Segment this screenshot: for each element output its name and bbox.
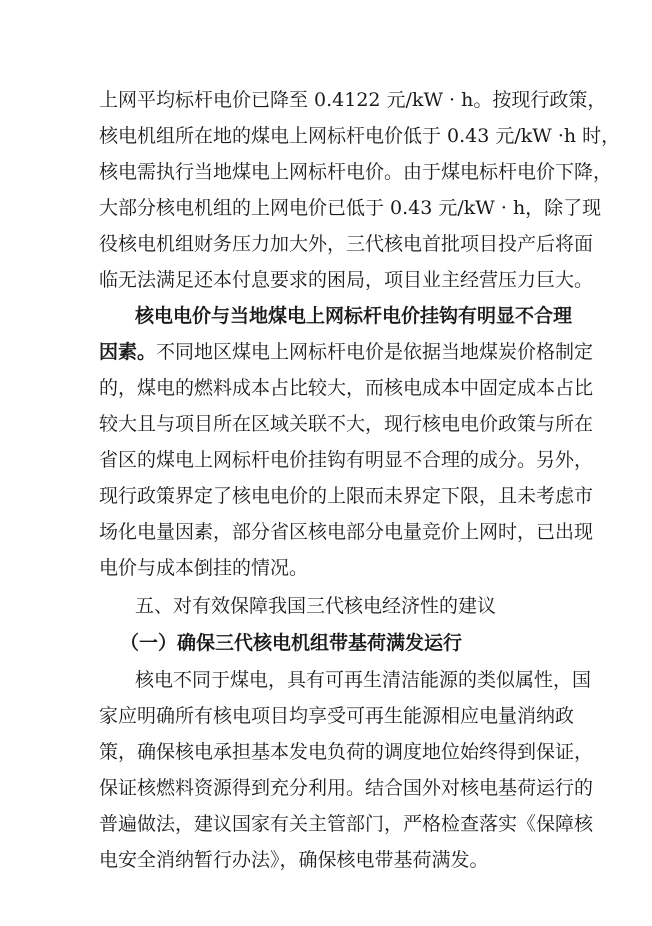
paragraph-2-bold-heading: 核电电价与当地煤电上网标杆电价挂钩有明显不合理 [135,305,573,327]
paragraph-2-line-3: 的，煤电的燃料成本占比较大，而核电成本中固定成本占比 [99,377,594,399]
paragraph-1-line-4: 大部分核电机组的上网电价已低于 0.43 元/kW · h，除了现 [99,197,602,219]
subsection-title: （一）确保三代核电机组带基荷满发运行 [120,632,463,654]
paragraph-3-line-5: 普遍做法，建议国家有关主管部门，严格检查落实《保障核 [99,813,594,835]
paragraph-3-line-6: 电安全消纳暂行办法》，确保核电带基荷满发。 [99,849,489,871]
paragraph-1-line-2: 核电机组所在地的煤电上网标杆电价低于 0.43 元/kW ·h 时， [99,125,621,147]
paragraph-3-line-4: 保证核燃料资源得到充分利用。结合国外对核电基荷运行的 [99,777,594,799]
paragraph-3-line-2: 家应明确所有核电项目均享受可再生能源相应电量消纳政 [99,705,575,727]
paragraph-2-line-6: 现行政策界定了核电电价的上限而未界定下限，且未考虑市 [99,485,594,507]
paragraph-2-line-5: 省区的煤电上网标杆电价挂钩有明显不合理的成分。另外， [99,449,594,471]
paragraph-1-line-3: 核电需执行当地煤电上网标杆电价。由于煤电标杆电价下降， [99,161,613,183]
section-title: 五、对有效保障我国三代核电经济性的建议 [135,595,497,617]
paragraph-2-line-4: 较大且与项目所在区域关联不大，现行核电电价政策与所在 [99,413,594,435]
paragraph-1-line-6: 临无法满足还本付息要求的困局，项目业主经营压力巨大。 [99,269,594,291]
paragraph-2-line-7: 场化电量因素，部分省区核电部分电量竞价上网时，已出现 [99,521,594,543]
paragraph-2-line-2 [99,340,594,366]
paragraph-3-line-1: 核电不同于煤电，具有可再生清洁能源的类似属性，国 [135,669,592,691]
paragraph-1-line-5: 役核电机组财务压力加大外，三代核电首批项目投产后将面 [99,233,594,255]
paragraph-1-line-1: 上网平均标杆电价已降至 0.4122 元/kW · h。按现行政策， [99,89,607,111]
paragraph-2-line-2-rest: 不同地区煤电上网标杆电价是依据当地煤炭价格制定 [156,341,594,363]
paragraph-2-bold-lead: 因素。 [99,341,157,363]
paragraph-2-line-8: 电价与成本倒挂的情况。 [99,557,309,579]
paragraph-3-line-3: 策，确保核电承担基本发电负荷的调度地位始终得到保证， [99,741,594,763]
